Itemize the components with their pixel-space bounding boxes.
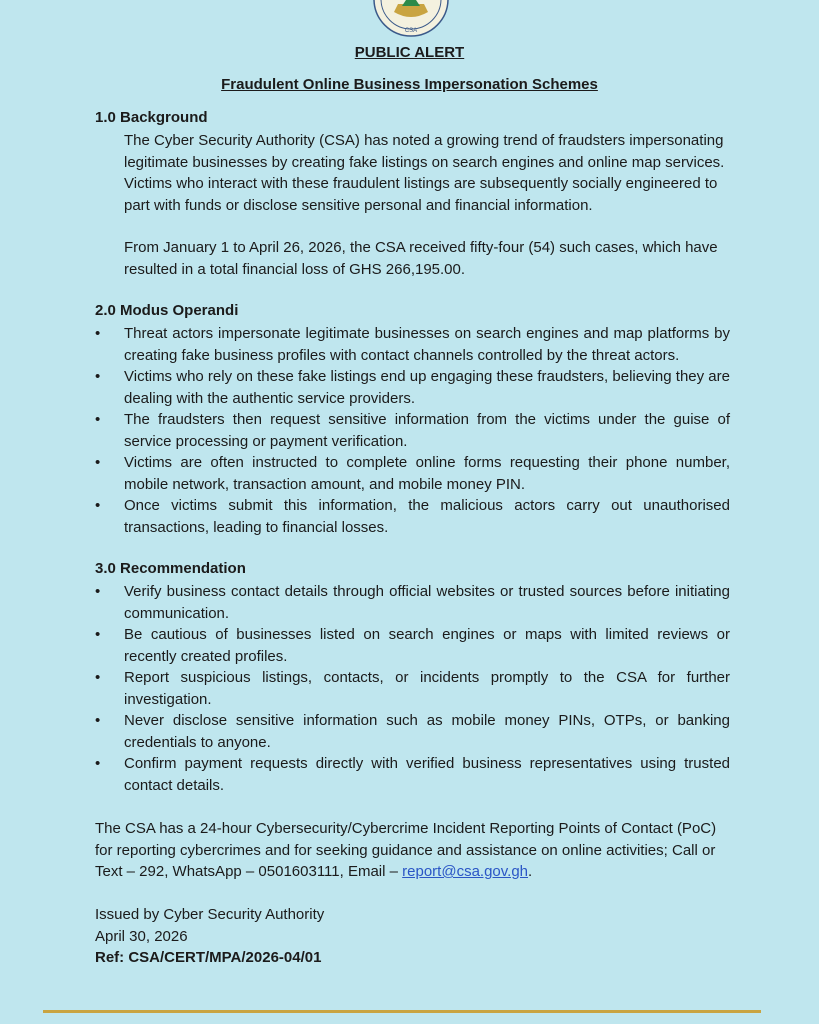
list-item-text: Victims are often instructed to complete online forms requesting their phone number, mobile network, transaction amount, and mobile money PIN. bbox=[124, 454, 730, 493]
list-item bbox=[95, 366, 730, 409]
list-item bbox=[95, 323, 730, 366]
list-item bbox=[95, 581, 730, 624]
list-item-text: Verify business contact details through official websites or trusted sources before initiating communication. bbox=[124, 583, 730, 622]
email-link[interactable]: report@csa.gov.gh bbox=[402, 863, 529, 880]
reference-number: Ref: CSA/CERT/MPA/2026-04/01 bbox=[95, 949, 322, 966]
list-item-text: Victims who rely on these fake listings end up engaging these fraudsters, believing they are dealing with the authentic service providers. bbox=[124, 368, 730, 407]
background-heading: 1.0 Background bbox=[95, 109, 208, 126]
list-item-text: Once victims submit this information, the malicious actors carry out unauthorised transactions, leading to financial losses. bbox=[124, 497, 730, 536]
list-item bbox=[95, 710, 730, 753]
modus-list bbox=[95, 323, 730, 538]
page-title: PUBLIC ALERT bbox=[354, 44, 465, 61]
seal-text: CSA bbox=[404, 28, 418, 34]
list-item bbox=[95, 753, 730, 796]
list-item-text: Confirm payment requests directly with verified business representatives using trusted contact details. bbox=[124, 755, 730, 794]
bullet-icon: • bbox=[95, 583, 101, 600]
list-item-text: Threat actors impersonate legitimate businesses on search engines and map platforms by creating fake business profiles with contact channels controlled by the threat actors. bbox=[124, 325, 730, 364]
bullet-icon: • bbox=[95, 411, 101, 428]
recommendation-heading: 3.0 Recommendation bbox=[95, 560, 246, 577]
issued-block bbox=[95, 904, 730, 969]
list-item bbox=[95, 624, 730, 667]
modus-heading: 2.0 Modus Operandi bbox=[95, 302, 239, 319]
issued-date: April 30, 2026 bbox=[95, 927, 188, 945]
bullet-icon: • bbox=[95, 368, 101, 385]
bullet-icon: • bbox=[95, 755, 101, 772]
bullet-icon: • bbox=[95, 669, 101, 686]
page-subtitle: Fraudulent Online Business Impersonation Schemes bbox=[221, 76, 598, 93]
bullet-icon: • bbox=[95, 626, 101, 643]
list-item bbox=[95, 409, 730, 452]
recommendation-list bbox=[95, 581, 730, 796]
background-paragraph-2: From January 1 to April 26, 2026, the CSA received fifty-four (54) such cases, which have resulted in a total financial loss of GHS 266,195.00. bbox=[124, 239, 718, 278]
background-paragraph-1: The Cyber Security Authority (CSA) has noted a growing trend of fraudsters impersonating legitimate businesses by creating fake listings on search engines and online map services. Victims who interact with these fraudulent listings are subsequently socially engineered to part with funds or disclose sensitive personal and financial information. bbox=[124, 132, 725, 214]
bullet-icon: • bbox=[95, 454, 101, 471]
list-item-text: Never disclose sensitive information such as mobile money PINs, OTPs, or banking credentials to anyone. bbox=[124, 712, 730, 751]
contact-paragraph bbox=[95, 818, 730, 883]
footer-divider bbox=[43, 1010, 761, 1013]
list-item-text: Report suspicious listings, contacts, or incidents promptly to the CSA for further investigation. bbox=[124, 669, 730, 708]
list-item-text: Be cautious of businesses listed on search engines or maps with limited reviews or recently created profiles. bbox=[124, 626, 730, 665]
contact-text: The CSA has a 24-hour Cybersecurity/Cybercrime Incident Reporting Points of Contact (PoC) for reporting cybercrimes and for seeking guidance and assistance on online activities; Call or Text – 292, WhatsApp – 0501603111, Email – bbox=[95, 820, 717, 880]
list-item-text: The fraudsters then request sensitive information from the victims under the guise of service processing or payment verification. bbox=[124, 411, 730, 450]
bullet-icon: • bbox=[95, 325, 101, 342]
contact-end: . bbox=[528, 863, 533, 880]
csa-seal-logo bbox=[372, 0, 450, 38]
list-item bbox=[95, 452, 730, 495]
bullet-icon: • bbox=[95, 712, 101, 729]
issued-by: Issued by Cyber Security Authority bbox=[95, 906, 325, 923]
list-item bbox=[95, 495, 730, 538]
list-item bbox=[95, 667, 730, 710]
bullet-icon: • bbox=[95, 497, 101, 514]
